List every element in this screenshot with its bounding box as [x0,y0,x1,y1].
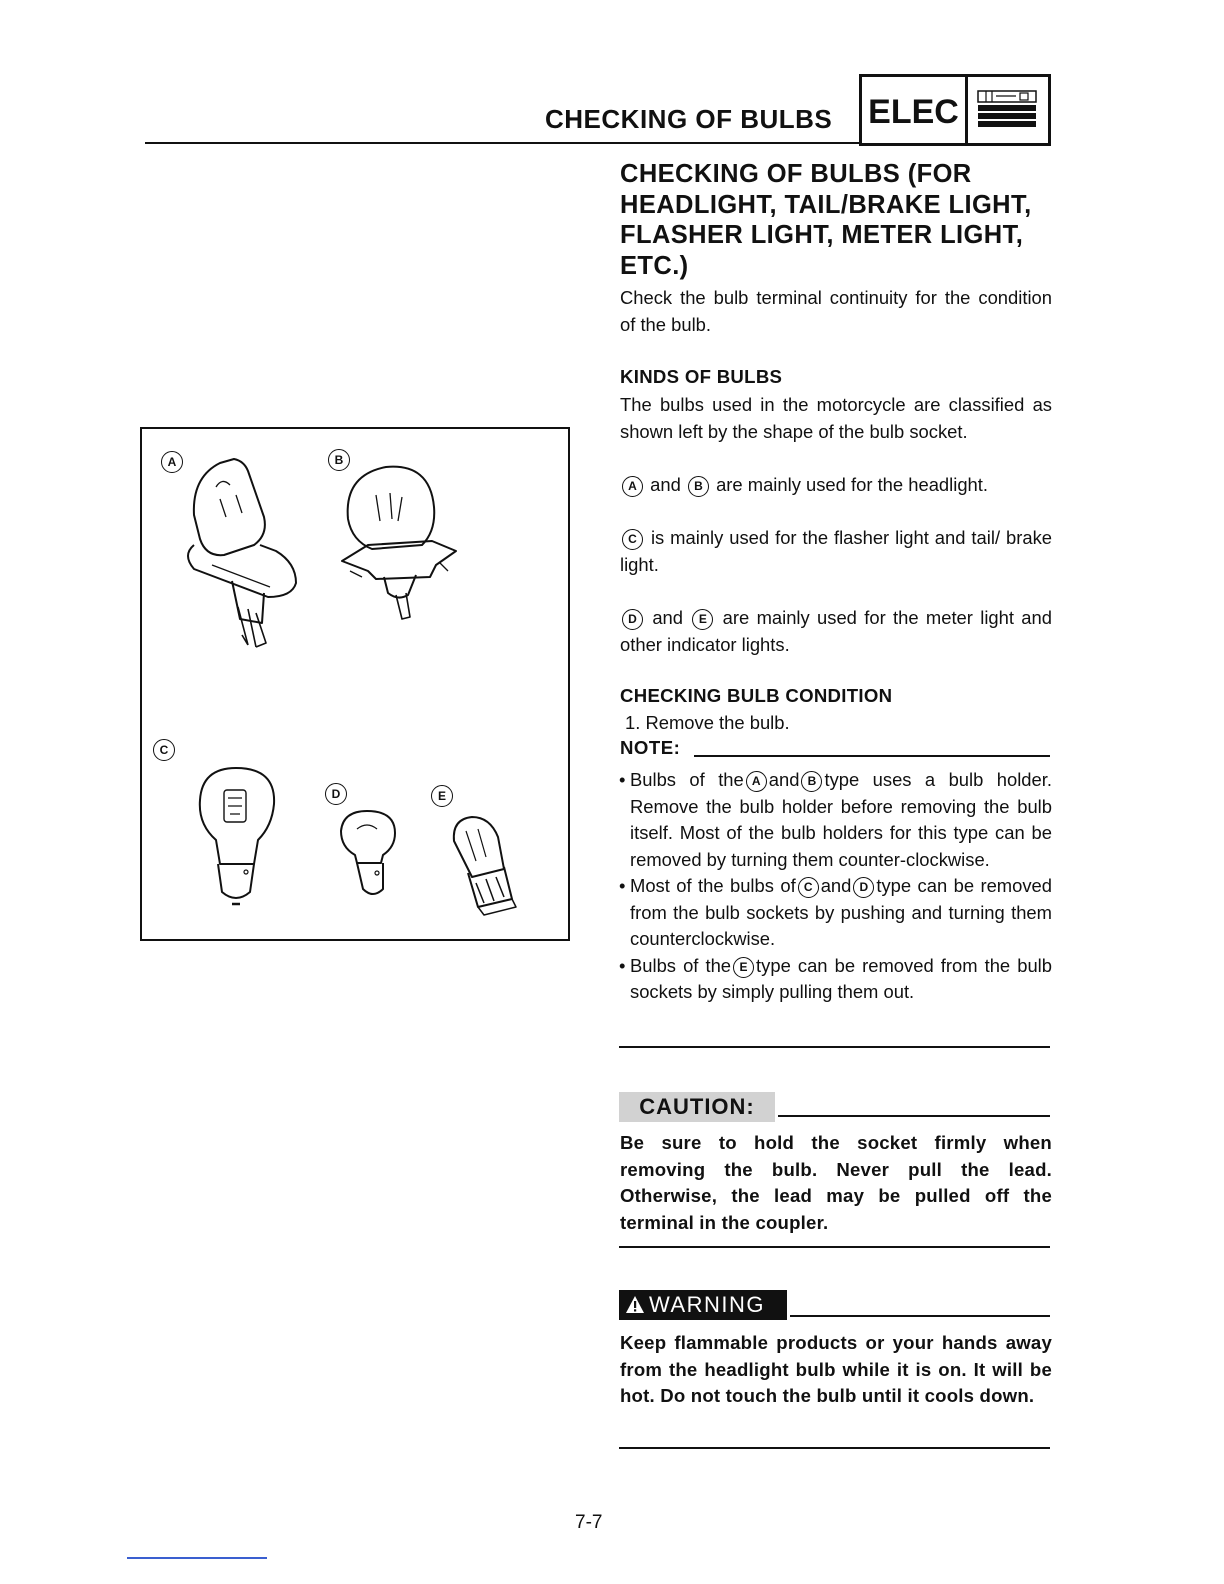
kinds-c-text: is mainly used for the flasher light and tail/ brake light. [620,527,1052,575]
label-d: D [622,609,643,630]
header-rule [145,142,861,144]
bullet-3-lead: Bulbs of the [630,954,732,976]
caution-end-rule [619,1246,1050,1248]
note-label: NOTE: [620,737,681,758]
bullet-2-and: and [820,875,852,896]
figure-label-c: C [153,739,175,761]
bullet-1-and: and [768,769,800,790]
note-bullet-2 [620,873,1052,953]
label-c: C [798,877,819,898]
bullet-1-lead: Bulbs of the [630,769,744,790]
section-label: ELEC [862,77,968,143]
bulb-b-illustration [332,459,467,629]
bulb-a-illustration [172,447,322,657]
note-bullet-1 [620,767,1052,873]
bulb-types-figure [140,427,570,941]
kinds-ab-and: and [650,474,681,495]
figure-label-d: D [325,783,347,805]
bulb-c-illustration [192,764,282,914]
kinds-ab-text: are mainly used for the headlight. [716,474,988,495]
bulb-d-illustration [337,807,407,907]
intro-paragraph: Check the bulb terminal continuity for the condition of the bulb. [620,287,1052,335]
kinds-de-paragraph [620,605,1052,658]
figure-label-e: E [431,785,453,807]
warning-triangle-icon [625,1295,645,1314]
note-row [620,737,1052,763]
kinds-paragraph: The bulbs used in the motorcycle are classified as shown left by the shape of the bulb socket. [620,394,1052,442]
label-b: B [688,476,709,497]
label-e: E [733,957,754,978]
note-end-rule [619,1046,1050,1048]
kinds-heading: KINDS OF BULBS [620,366,783,387]
bulb-e-illustration [442,811,522,921]
warning-end-rule [619,1447,1050,1449]
electrical-diagram-icon [976,89,1038,131]
caution-label: CAUTION: [619,1092,775,1122]
caution-text: Be sure to hold the socket firmly when removing the bulb. Never pull the lead. Otherwise, the lead may be pulled off the terminal in the coupler. [620,1132,1052,1233]
caution-rule [778,1115,1050,1117]
figure-label-a: A [161,451,183,473]
label-e: E [692,609,713,630]
page-number: 7-7 [575,1512,603,1533]
label-a: A [622,476,643,497]
main-title: CHECKING OF BULBS (FOR HEADLIGHT, TAIL/BRAKE LIGHT, FLASHER LIGHT, METER LIGHT, ETC.) [620,160,1032,280]
kinds-ab-paragraph [620,472,1052,499]
kinds-c-paragraph [620,525,1052,578]
label-a: A [746,771,767,792]
footer-rule [127,1557,267,1559]
warning-text: Keep flammable products or your hands away from the headlight bulb while it is on. It will be hot. Do not touch the bulb until it cools down. [620,1332,1052,1406]
section-tab [859,74,1051,146]
page-header-title: CHECKING OF BULBS [545,104,833,134]
bullet-3-text: type can be removed from the bulb sockets by simply pulling them out. [630,954,1052,1002]
kinds-de-and: and [652,607,684,628]
step-1: 1. Remove the bulb. [625,712,790,733]
bullet-2-lead: Most of the bulbs of [630,875,796,896]
note-bullet-3 [620,953,1052,1006]
kinds-de-text: are mainly used for the meter light and other indicator lights. [620,607,1052,655]
condition-heading: CHECKING BULB CONDITION [620,685,893,706]
label-c: C [622,529,643,550]
note-rule [694,755,1050,757]
warning-label-text: WARNING [649,1292,766,1317]
label-b: B [801,771,822,792]
warning-label [619,1290,787,1320]
note-bullet-list [620,767,1052,1006]
label-d: D [853,877,874,898]
figure-label-b: B [328,449,350,471]
bullet-2-text: type can be removed from the bulb sockets by pushing and turning them counterclockwise. [630,875,1053,949]
bullet-1-text: type uses a bulb holder. Remove the bulb holder before removing the bulb itself. Most of the bulb holders for this type can be removed by turning them counter-clockwise. [630,769,1052,870]
warning-rule [790,1315,1050,1317]
